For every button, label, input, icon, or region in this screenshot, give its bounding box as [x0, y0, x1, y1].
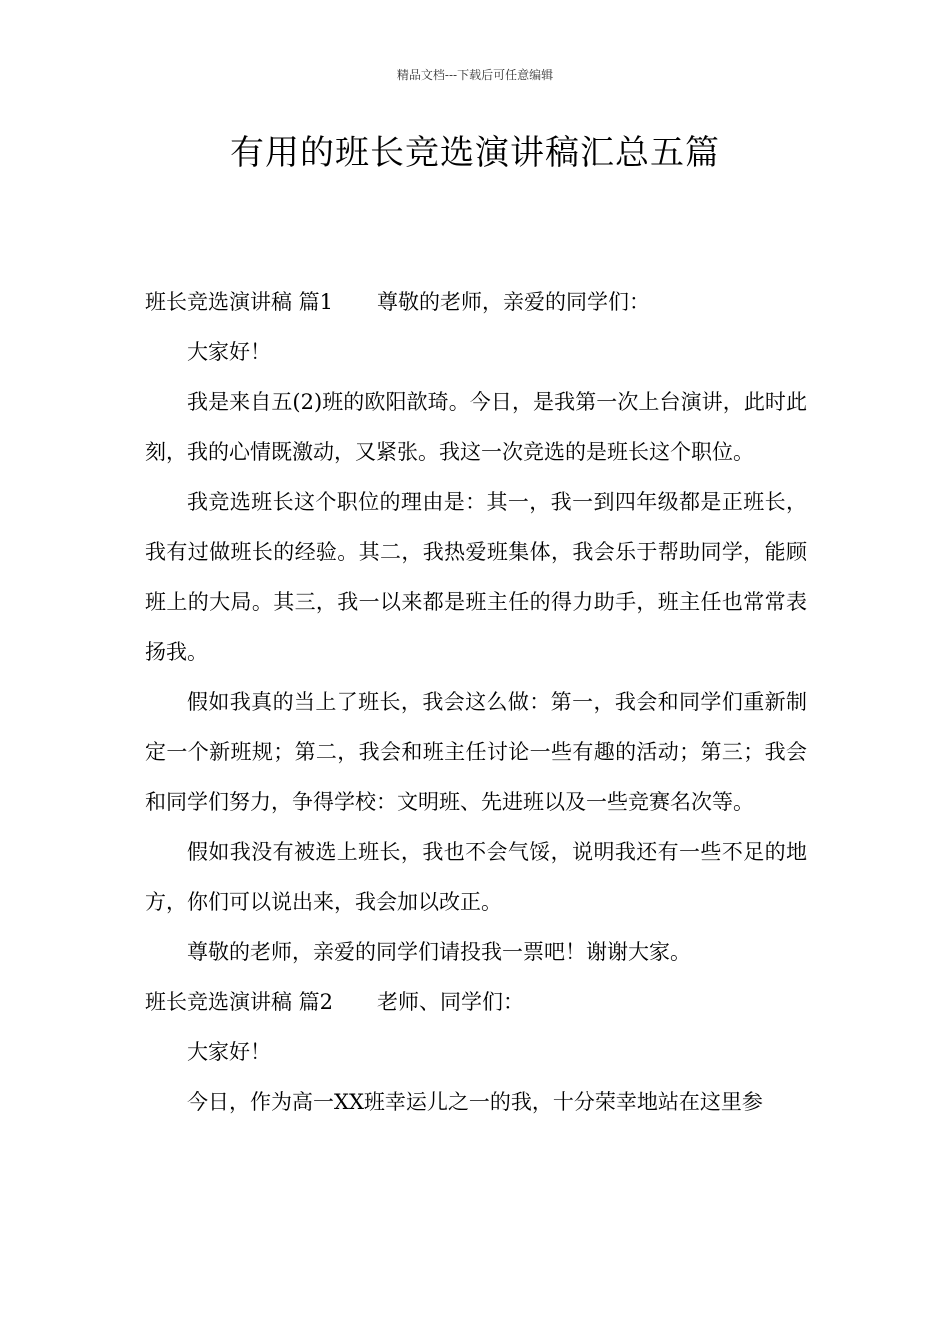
section-title: 班长竞选演讲稿 篇1 [145, 290, 334, 314]
paragraph: 假如我没有被选上班长，我也不会气馁，说明我还有一些不足的地方，你们可以说出来，我会加以改正。 [145, 840, 807, 914]
document-body [145, 277, 807, 1127]
paragraph: 我竞选班长这个职位的理由是：其一，我一到四年级都是正班长，我有过做班长的经验。其二，我热爱班集体，我会乐于帮助同学，能顾班上的大局。其三，我一以来都是班主任的得力助手，班主任也常常表扬我。 [145, 490, 807, 664]
section-greeting: 老师、同学们： [377, 990, 525, 1014]
header-note: 精品文档---下载后可任意编辑 [396, 68, 554, 82]
section-title: 班长竞选演讲稿 篇2 [145, 990, 334, 1014]
paragraph: 我是来自五(2)班的欧阳歆琦。今日，是我第一次上台演讲，此时此刻，我的心情既激动，又紧张。我这一次竞选的是班长这个职位。 [145, 390, 807, 464]
paragraph: 假如我真的当上了班长，我会这么做：第一，我会和同学们重新制定一个新班规；第二，我会和班主任讨论一些有趣的活动；第三；我会和同学们努力，争得学校：文明班、先进班以及一些竞赛名次等。 [145, 690, 807, 814]
section-greeting: 尊敬的老师，亲爱的同学们： [377, 290, 651, 314]
document-title: 有用的班长竞选演讲稿汇总五篇 [230, 133, 720, 173]
paragraph: 大家好！ [187, 1040, 271, 1064]
paragraph: 今日，作为高一XX班幸运儿之一的我，十分荣幸地站在这里参 [187, 1090, 763, 1114]
paragraph: 尊敬的老师，亲爱的同学们请投我一票吧！谢谢大家。 [187, 940, 691, 964]
section-heading [145, 977, 807, 1027]
paragraph: 大家好！ [187, 340, 271, 364]
section-heading [145, 277, 807, 327]
